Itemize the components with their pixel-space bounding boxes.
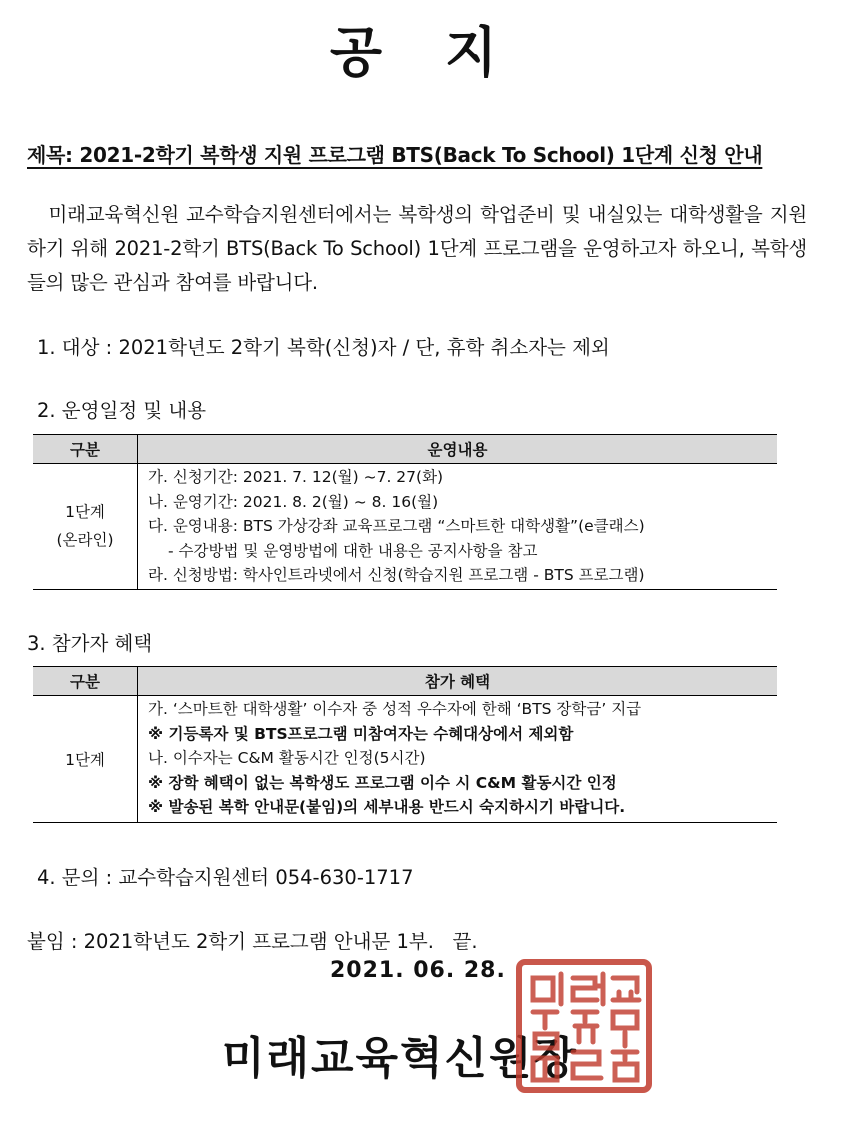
benefit-table-row xyxy=(33,696,777,823)
item-contact: 4. 문의 : 교수학습지원센터 054-630-1717 xyxy=(37,866,414,889)
schedule-line: 가. 신청기간: 2021. 7. 12(월) ~7. 27(화) xyxy=(148,468,444,486)
benefit-category-cell: 1단계 xyxy=(33,696,138,823)
schedule-category-line: 1단계 xyxy=(65,503,105,522)
issue-date: 2021. 06. 28. xyxy=(330,958,506,983)
benefit-note-line: ※ 발송된 복학 안내문(붙임)의 세부내용 반드시 숙지하시기 바랍니다. xyxy=(148,798,626,816)
benefit-table-header xyxy=(33,667,777,696)
schedule-table-header xyxy=(33,435,777,464)
item-target: 1. 대상 : 2021학년도 2학기 복학(신청)자 / 단, 휴학 취소자는 제외 xyxy=(37,336,610,359)
benefit-note-line: ※ 기등록자 및 BTS프로그램 미참여자는 수혜대상에서 제외함 xyxy=(148,724,574,743)
schedule-line: 라. 신청방법: 학사인트라넷에서 신청(학습지원 프로그램 - BTS 프로그램) xyxy=(148,566,645,584)
schedule-category-line: (온라인) xyxy=(56,531,114,550)
benefit-line: 나. 이수자는 C&M 활동시간 인정(5시간) xyxy=(148,749,426,767)
attachment-line: 붙임 : 2021학년도 2학기 프로그램 안내문 1부. 끝. xyxy=(27,930,478,953)
official-seal-stamp xyxy=(513,956,655,1096)
schedule-header-category: 구분 xyxy=(33,435,138,464)
benefit-note-line: ※ 장학 혜택이 없는 복학생도 프로그램 이수 시 C&M 활동시간 인정 xyxy=(148,773,617,792)
schedule-content-cell xyxy=(138,464,778,590)
schedule-line: - 수강방법 및 운영방법에 대한 내용은 공지사항을 참고 xyxy=(168,541,538,560)
notice-title: 공 지 xyxy=(329,20,520,84)
item-schedule: 2. 운영일정 및 내용 xyxy=(37,399,207,422)
intro-text: 미래교육혁신원 교수학습지원센터에서는 복학생의 학업준비 및 내실있는 대학생활을 지원하기 위해 2021-2학기 BTS(Back To School) 1단계 프로그램을 운영하고자 하오니, 복학생들의 많은 관심과 참여를 바랍니다. xyxy=(27,203,808,294)
schedule-table xyxy=(33,434,777,590)
benefit-content-cell xyxy=(138,696,778,823)
item-benefits: 3. 참가자 혜택 xyxy=(27,632,153,655)
schedule-line: 나. 운영기간: 2021. 8. 2(월) ~ 8. 16(월) xyxy=(148,492,439,511)
intro-paragraph xyxy=(27,198,807,300)
schedule-category-cell xyxy=(33,464,138,590)
signer-name: 미래교육혁신원장 xyxy=(222,1033,579,1084)
subject-line: 제목: 2021-2학기 복학생 지원 프로그램 BTS(Back To School) 1단계 신청 안내 xyxy=(27,143,763,167)
benefit-header-category: 구분 xyxy=(33,667,138,696)
schedule-header-content: 운영내용 xyxy=(138,435,778,464)
benefit-header-content: 참가 혜택 xyxy=(138,667,778,696)
benefit-line: 가. ‘스마트한 대학생활’ 이수자 중 성적 우수자에 한해 ‘BTS 장학금’ 지급 xyxy=(148,700,642,718)
benefit-table xyxy=(33,666,777,823)
schedule-table-row xyxy=(33,464,777,590)
schedule-line: 다. 운영내용: BTS 가상강좌 교육프로그램 “스마트한 대학생활”(e클래스) xyxy=(148,517,645,535)
